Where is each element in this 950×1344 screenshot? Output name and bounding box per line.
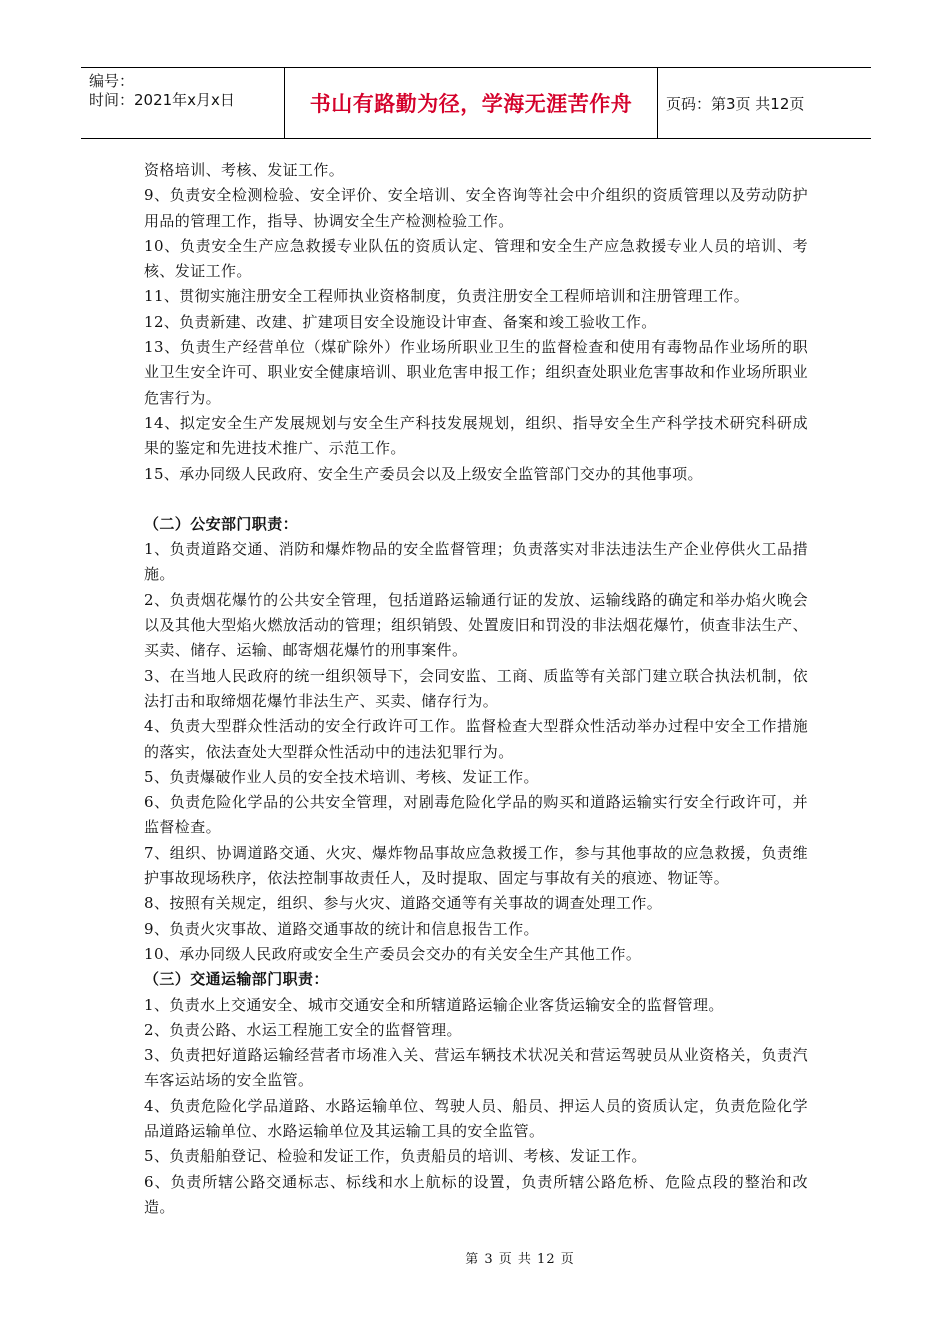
header-meta (81, 68, 285, 138)
body-paragraph: 2、负责公路、水运工程施工安全的监督管理。 (144, 1020, 462, 1039)
body-paragraph: 资格培训、考核、发证工作。 (144, 161, 345, 179)
body-paragraph: 1、负责道路交通、消防和爆炸物品的安全监督管理；负责落实对非法违法生产企业停供火工品措施。 (144, 540, 808, 584)
body-paragraph: 1、负责水上交通安全、城市交通安全和所辖道路运输企业客货运输安全的监督管理。 (144, 995, 724, 1014)
body-paragraph: 6、负责所辖公路交通标志、标线和水上航标的设置，负责所辖公路危桥、危险点段的整治和改造。 (144, 1172, 808, 1216)
body-paragraph: 14、拟定安全生产发展规划与安全生产科技发展规划，组织、指导安全生产科学技术研究科研成果的鉴定和先进技术推广、示范工作。 (144, 413, 808, 458)
body-paragraph: 12、负责新建、改建、扩建项目安全设施设计审查、备案和竣工验收工作。 (144, 312, 657, 331)
body-paragraph: 10、承办同级人民政府或安全生产委员会交办的有关安全生产其他工作。 (144, 944, 642, 963)
body-paragraph: 2、负责烟花爆竹的公共安全管理，包括道路运输通行证的发放、运输线路的确定和举办焰火晚会以及其他大型焰火燃放活动的管理；组织销毁、处置废旧和罚没的非法烟花爆竹，侦查非法生产、买卖、储存、运输、邮寄烟花爆竹的刑事案件。 (144, 590, 808, 660)
body-paragraph: 10、负责安全生产应急救援专业队伍的资质认定、管理和安全生产应急救援专业人员的培训、考核、发证工作。 (144, 236, 808, 281)
header-page-label: 页码：第3页 共12页 (666, 94, 805, 113)
document-body (144, 158, 808, 1220)
body-paragraph: 11、贯彻实施注册安全工程师执业资格制度，负责注册安全工程师培训和注册管理工作。 (144, 287, 750, 306)
page-header (81, 67, 871, 139)
body-paragraph: 9、负责火灾事故、道路交通事故的统计和信息报告工作。 (144, 919, 539, 938)
document-number-label: 编号： (89, 72, 135, 90)
body-paragraph: 13、负责生产经营单位（煤矿除外）作业场所职业卫生的监督检查和使用有毒物品作业场所的职业卫生安全许可、职业安全健康培训、职业危害申报工作；组织查处职业危害事故和作业场所职业危害行为。 (144, 338, 808, 407)
body-paragraph: 3、负责把好道路运输经营者市场准入关、营运车辆技术状况关和营运驾驶员从业资格关，负责汽车客运站场的安全监管。 (144, 1046, 808, 1090)
document-date-label: 时间：2021年x月x日 (89, 91, 235, 109)
body-paragraph: 15、承办同级人民政府、安全生产委员会以及上级安全监管部门交办的其他事项。 (144, 464, 703, 483)
body-paragraph: 4、负责危险化学品道路、水路运输单位、驾驶人员、船员、押运人员的资质认定，负责危险化学品道路运输单位、水路运输单位及其运输工具的安全监管。 (144, 1096, 808, 1140)
header-motto: 书山有路勤为径，学海无涯苦作舟 (285, 68, 658, 138)
section-heading-public-security: （二）公安部门职责： (144, 514, 299, 533)
body-paragraph: 3、在当地人民政府的统一组织领导下，会同安监、工商、质监等有关部门建立联合执法机制，依法打击和取缔烟花爆竹非法生产、买卖、储存行为。 (144, 666, 808, 710)
page-footer-number: 第 3 页 共 12 页 (465, 1252, 575, 1267)
body-paragraph: 5、负责船舶登记、检验和发证工作，负责船员的培训、考核、发证工作。 (144, 1147, 647, 1166)
body-paragraph: 4、负责大型群众性活动的安全行政许可工作。监督检查大型群众性活动举办过程中安全工作措施的落实，依法查处大型群众性活动中的违法犯罪行为。 (144, 717, 808, 761)
body-paragraph: 5、负责爆破作业人员的安全技术培训、考核、发证工作。 (144, 767, 539, 786)
section-heading-transport: （三）交通运输部门职责： (144, 970, 329, 989)
body-paragraph: 8、按照有关规定，组织、参与火灾、道路交通等有关事故的调查处理工作。 (144, 894, 663, 913)
body-paragraph: 9、负责安全检测检验、安全评价、安全培训、安全咨询等社会中介组织的资质管理以及劳动防护用品的管理工作，指导、协调安全生产检测检验工作。 (144, 186, 808, 230)
body-paragraph: 6、负责危险化学品的公共安全管理，对剧毒危险化学品的购买和道路运输实行安全行政许可，并监督检查。 (144, 793, 808, 837)
body-paragraph: 7、组织、协调道路交通、火灾、爆炸物品事故应急救援工作，参与其他事故的应急救援，负责维护事故现场秩序，依法控制事故责任人，及时提取、固定与事故有关的痕迹、物证等。 (144, 843, 808, 888)
